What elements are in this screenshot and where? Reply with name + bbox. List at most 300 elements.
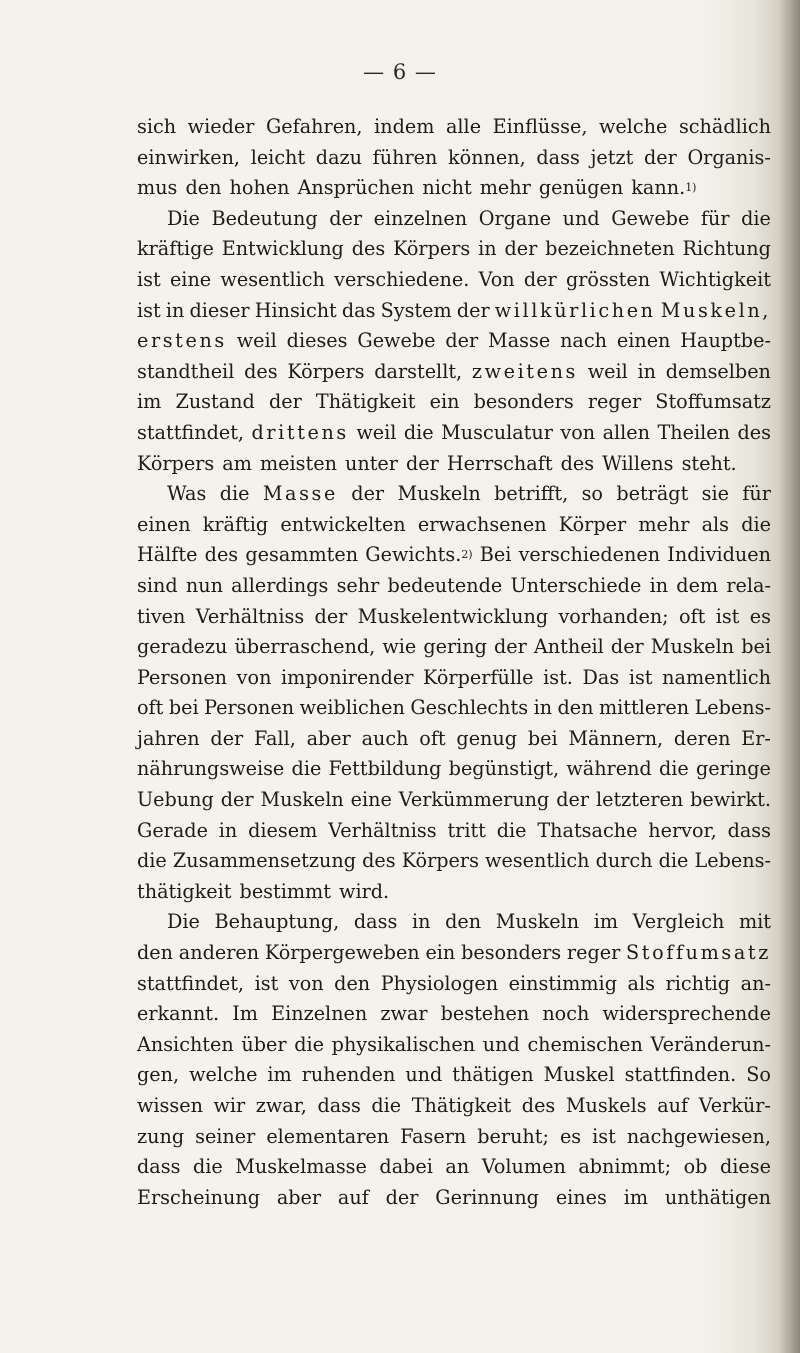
word-text: Muskelmasse	[235, 1155, 367, 1179]
word-text: ob	[683, 1155, 708, 1179]
word-text: wird.	[339, 879, 390, 903]
word	[750, 602, 771, 633]
word	[679, 602, 705, 633]
word-text: Körpers	[401, 849, 479, 873]
word-text: Ansprüchen	[297, 176, 415, 200]
word-text: die	[192, 1155, 223, 1179]
word	[137, 877, 231, 908]
word-text: Einzelnen	[271, 1002, 368, 1026]
word-text: deren	[673, 726, 731, 750]
word-text: Fettbildung	[328, 757, 442, 781]
word	[558, 602, 668, 633]
word-text: Behauptung,	[214, 910, 340, 934]
word	[456, 724, 517, 755]
word	[221, 785, 254, 816]
word-text: thätigen	[452, 1063, 534, 1087]
word	[166, 296, 185, 327]
word-text: nach	[560, 329, 607, 353]
word-text: es	[749, 604, 771, 628]
word	[137, 602, 185, 633]
word-text: dabei	[379, 1155, 433, 1179]
word-text: Muskelentwicklung	[357, 604, 549, 628]
word-text: Verhältniss	[328, 818, 437, 842]
word	[592, 1122, 616, 1153]
word-text: nicht	[422, 176, 472, 200]
word	[382, 632, 416, 663]
word-text: überraschend,	[234, 635, 376, 659]
word	[480, 540, 512, 571]
word	[193, 1152, 223, 1183]
word-text: bewirkt.	[690, 788, 771, 812]
word	[137, 540, 197, 571]
word	[356, 418, 396, 449]
word	[137, 1122, 184, 1153]
word-text: hervor,	[648, 818, 717, 842]
word-text: den	[557, 696, 594, 720]
word	[381, 969, 498, 1000]
word	[494, 632, 527, 663]
word-text: namentlich	[662, 665, 771, 689]
word	[445, 907, 481, 938]
word-text: Personen	[137, 665, 228, 689]
word	[739, 907, 771, 938]
word	[354, 907, 397, 938]
word-text: nachgewiesen,	[626, 1124, 771, 1148]
word-text: im	[593, 910, 619, 934]
word	[137, 969, 244, 1000]
text-line	[137, 754, 771, 785]
word	[528, 724, 558, 755]
word	[504, 234, 537, 265]
word-text: Willens	[602, 451, 674, 475]
word-text: Er-	[741, 726, 771, 750]
word	[659, 265, 771, 296]
word	[666, 969, 731, 1000]
word-text: jetzt	[590, 145, 634, 169]
word	[358, 602, 548, 633]
word-text: beruht;	[477, 1124, 549, 1148]
word-text: ist.	[543, 665, 573, 689]
word	[702, 479, 729, 510]
word	[255, 969, 279, 1000]
word	[137, 1091, 203, 1122]
word	[137, 571, 178, 602]
word-text: dazu	[315, 145, 362, 169]
word	[167, 204, 200, 235]
word	[137, 999, 219, 1030]
word-text: am	[222, 451, 252, 475]
word-text: die	[371, 1094, 402, 1117]
word-text: an	[445, 1155, 470, 1179]
word	[594, 907, 618, 938]
word	[560, 1122, 581, 1153]
word-text: Zusammensetzung	[172, 849, 356, 873]
word	[137, 1152, 180, 1183]
word	[582, 479, 603, 510]
word-text: weil	[356, 420, 397, 444]
word	[687, 143, 770, 174]
word-text: seiner	[195, 1124, 256, 1148]
word	[280, 510, 405, 541]
word	[215, 907, 340, 938]
word-text: Erscheinung	[137, 1185, 260, 1209]
word-text: standtheil	[137, 359, 235, 383]
word-text: als	[701, 512, 730, 536]
word	[404, 418, 434, 449]
word-text: Lebens-	[694, 696, 771, 720]
word-text: aber	[306, 726, 351, 750]
word-text: ist	[715, 604, 740, 628]
word	[625, 1060, 737, 1091]
word	[566, 1091, 647, 1122]
word	[728, 816, 771, 847]
word-text: so	[581, 482, 603, 506]
word-text: über	[241, 1032, 287, 1056]
word-text: führen	[372, 145, 438, 169]
word	[412, 907, 431, 938]
word-text: der	[220, 788, 254, 812]
word	[338, 1183, 369, 1214]
word	[357, 326, 435, 357]
word	[137, 663, 227, 694]
word	[578, 1152, 671, 1183]
word-text: unter	[345, 451, 398, 475]
word-text: Verkür-	[698, 1094, 771, 1117]
word-text: in	[218, 818, 238, 842]
word-text: Physiologen	[380, 971, 499, 995]
word	[185, 173, 221, 204]
word	[522, 1091, 556, 1122]
word	[561, 449, 595, 480]
word	[255, 296, 337, 327]
word-text: bei	[527, 726, 558, 750]
word	[418, 510, 547, 541]
word-text: der	[406, 451, 439, 475]
word	[509, 969, 617, 1000]
word	[137, 265, 161, 296]
word	[556, 1183, 607, 1214]
word-text: Veränderun-	[650, 1032, 771, 1056]
word-text: wie	[382, 635, 417, 659]
word-text: leicht	[250, 145, 306, 169]
word-text: ist	[254, 971, 279, 995]
word	[137, 693, 163, 724]
word-text: Masse	[262, 482, 338, 506]
word	[524, 265, 557, 296]
footnote-marker: 2)	[461, 548, 473, 562]
word-text: dass	[536, 145, 580, 169]
word-text: sie	[701, 482, 729, 506]
word	[493, 112, 588, 143]
word-text: verschiedenen	[518, 543, 661, 567]
word	[519, 540, 661, 571]
word	[334, 969, 370, 1000]
word-text: Hälfte	[137, 543, 198, 567]
word	[556, 785, 589, 816]
word	[137, 387, 161, 418]
word	[658, 418, 731, 449]
word	[220, 479, 250, 510]
word-text: hohen	[229, 176, 290, 200]
word-text: noch	[542, 1002, 590, 1026]
word	[741, 632, 771, 663]
word-text: Fasern	[400, 1124, 467, 1148]
word	[220, 265, 324, 296]
word	[655, 387, 771, 418]
word	[461, 938, 561, 969]
word	[617, 326, 671, 357]
word	[568, 724, 663, 755]
word-text: imponirender	[281, 665, 414, 689]
word-text: Gerade	[137, 818, 208, 842]
word	[611, 632, 644, 663]
word	[386, 1183, 419, 1214]
word	[402, 846, 479, 877]
word-text: ein	[425, 941, 456, 965]
word-text: einstimmig	[508, 971, 617, 995]
word-text: im	[137, 390, 162, 414]
word-text: Männern,	[568, 726, 664, 750]
word-text: Körpers	[393, 237, 471, 261]
text-line	[137, 418, 771, 449]
word	[260, 449, 337, 480]
text-line	[137, 571, 771, 602]
word	[741, 510, 771, 541]
word-text: unthätigen	[664, 1185, 771, 1209]
word-text: indem	[374, 115, 435, 138]
word-text: Von	[478, 267, 515, 291]
word	[419, 724, 445, 755]
word-text: Theilen	[657, 420, 730, 444]
word-text: Muskeln	[260, 788, 344, 812]
page-edge-shadow	[778, 0, 800, 1353]
word-text: in	[533, 696, 553, 720]
word-text: der	[445, 329, 479, 353]
body-text	[137, 112, 771, 1213]
word-text: der	[456, 298, 490, 322]
word	[137, 632, 227, 663]
word-text: einen	[616, 329, 671, 353]
word-text: des	[244, 359, 278, 383]
word-text: Muskeln	[495, 910, 580, 934]
word-text: diese	[719, 1155, 771, 1179]
word	[447, 816, 485, 847]
word	[287, 357, 364, 388]
text-line	[137, 449, 771, 480]
word	[210, 724, 243, 755]
word-text: Stoffumsatz	[655, 390, 771, 414]
word-text: zung	[137, 1124, 185, 1148]
word	[479, 265, 515, 296]
word	[240, 877, 331, 908]
word-text: Gewichts.	[365, 543, 462, 567]
word	[472, 357, 578, 388]
word-text: auch	[361, 726, 409, 750]
word-text: eine	[350, 788, 392, 812]
word-text: bestehen	[440, 1002, 530, 1026]
word-text: erwachsenen	[417, 512, 547, 536]
word-text: entwickelten	[280, 512, 406, 536]
word-text: Im	[232, 1002, 258, 1026]
word	[474, 387, 574, 418]
word-text: einwirken,	[137, 145, 241, 169]
word	[351, 479, 384, 510]
word	[699, 1091, 771, 1122]
word	[195, 1122, 255, 1153]
word-text: Personen	[204, 696, 295, 720]
text-line	[137, 969, 771, 1000]
word-text: dass	[137, 1155, 181, 1179]
word-text: und	[405, 1063, 443, 1087]
word-text: ist	[628, 665, 653, 689]
word	[452, 1060, 533, 1091]
word	[702, 510, 729, 541]
word	[679, 112, 771, 143]
word-text: mehr	[479, 176, 531, 200]
word-text: ist	[137, 267, 161, 291]
word	[449, 754, 559, 785]
word	[248, 816, 317, 847]
word-text: richtig	[665, 971, 731, 995]
word	[137, 724, 200, 755]
word	[445, 1152, 469, 1183]
word-text: widersprechende	[602, 1002, 771, 1026]
word	[137, 418, 244, 449]
word-text: zwar,	[255, 1094, 307, 1117]
word-text: stattfindet,	[137, 971, 245, 995]
word	[137, 1060, 179, 1091]
word-text: die	[658, 849, 689, 873]
word	[307, 724, 351, 755]
word	[211, 204, 317, 235]
word-text: die	[294, 1032, 324, 1056]
word	[337, 571, 380, 602]
word-text: in	[411, 910, 431, 934]
text-line	[137, 510, 771, 541]
word-text: jahren	[137, 726, 200, 750]
word-text: betrifft,	[494, 482, 569, 506]
word-text: Fall,	[253, 726, 296, 750]
word	[683, 234, 771, 265]
word	[203, 510, 268, 541]
word-text: eine	[169, 267, 212, 291]
text-line	[137, 693, 771, 724]
word	[316, 387, 416, 418]
word-text: weiblichen	[299, 696, 405, 720]
word-text: der	[643, 145, 677, 169]
word	[271, 999, 367, 1030]
word	[479, 204, 551, 235]
word-text: tiven	[137, 604, 186, 628]
word	[537, 816, 637, 847]
word	[445, 326, 478, 357]
word-text: bei	[741, 635, 771, 659]
word-text: Richtung	[682, 237, 771, 261]
word	[662, 663, 771, 694]
word	[332, 1030, 475, 1061]
word-text: des	[351, 237, 386, 261]
word	[373, 143, 438, 174]
word	[497, 816, 527, 847]
word-text: der	[385, 1185, 419, 1209]
word-text: dass	[317, 1094, 361, 1117]
word-text: der	[523, 267, 557, 291]
word-text: des	[737, 420, 771, 444]
word-text: sich	[137, 115, 177, 138]
word-text: an-	[740, 971, 771, 995]
word	[423, 663, 533, 694]
word-text: Muskeln,	[660, 298, 771, 322]
word	[633, 907, 725, 938]
word-text: abnimmt;	[578, 1155, 672, 1179]
word	[334, 265, 469, 296]
word	[381, 296, 452, 327]
word-text: bedeutende	[387, 573, 503, 597]
word-text: Wichtigkeit	[659, 267, 771, 291]
word-text: Körpers	[287, 359, 365, 383]
word	[626, 938, 771, 969]
word-text: Volumen	[481, 1155, 566, 1179]
word	[231, 571, 328, 602]
word-text: Muskel	[543, 1063, 615, 1087]
word-text: Körpergeweben	[264, 941, 420, 965]
word	[422, 173, 471, 204]
text-line	[137, 1030, 771, 1061]
word	[534, 693, 553, 724]
word	[590, 143, 633, 174]
word	[406, 449, 439, 480]
word	[294, 1030, 324, 1061]
text-line	[137, 479, 771, 510]
text-line	[137, 602, 771, 633]
word-text: im	[267, 1063, 292, 1087]
word-text: in	[478, 237, 497, 261]
word-text: nährungsweise	[137, 757, 285, 781]
word	[167, 907, 200, 938]
word-text: besonders	[473, 390, 574, 414]
word-text: letzteren	[595, 788, 684, 812]
word	[741, 724, 771, 755]
word-text: Was	[167, 482, 207, 506]
word	[412, 1091, 512, 1122]
word	[265, 938, 420, 969]
word	[287, 326, 348, 357]
word-text: weil	[587, 359, 628, 383]
word-text: die	[496, 818, 527, 842]
word	[599, 112, 667, 143]
word	[173, 846, 356, 877]
word	[624, 1183, 648, 1214]
word-text: Hauptbe-	[680, 329, 771, 353]
word-text: von	[236, 665, 272, 689]
word-text: mit	[738, 910, 771, 934]
word	[189, 296, 249, 327]
word-text: wissen	[137, 1094, 203, 1117]
word-text: Masse	[488, 329, 551, 353]
text-line	[137, 846, 771, 877]
word-text: oft	[419, 726, 446, 750]
word	[566, 754, 651, 785]
text-line	[137, 234, 771, 265]
word-text: des	[521, 1094, 556, 1117]
word-text: genug	[456, 726, 518, 750]
word	[175, 387, 254, 418]
word	[543, 663, 573, 694]
word	[267, 1060, 291, 1091]
word	[362, 846, 396, 877]
word-text: drittens	[251, 420, 349, 444]
word	[480, 173, 531, 204]
